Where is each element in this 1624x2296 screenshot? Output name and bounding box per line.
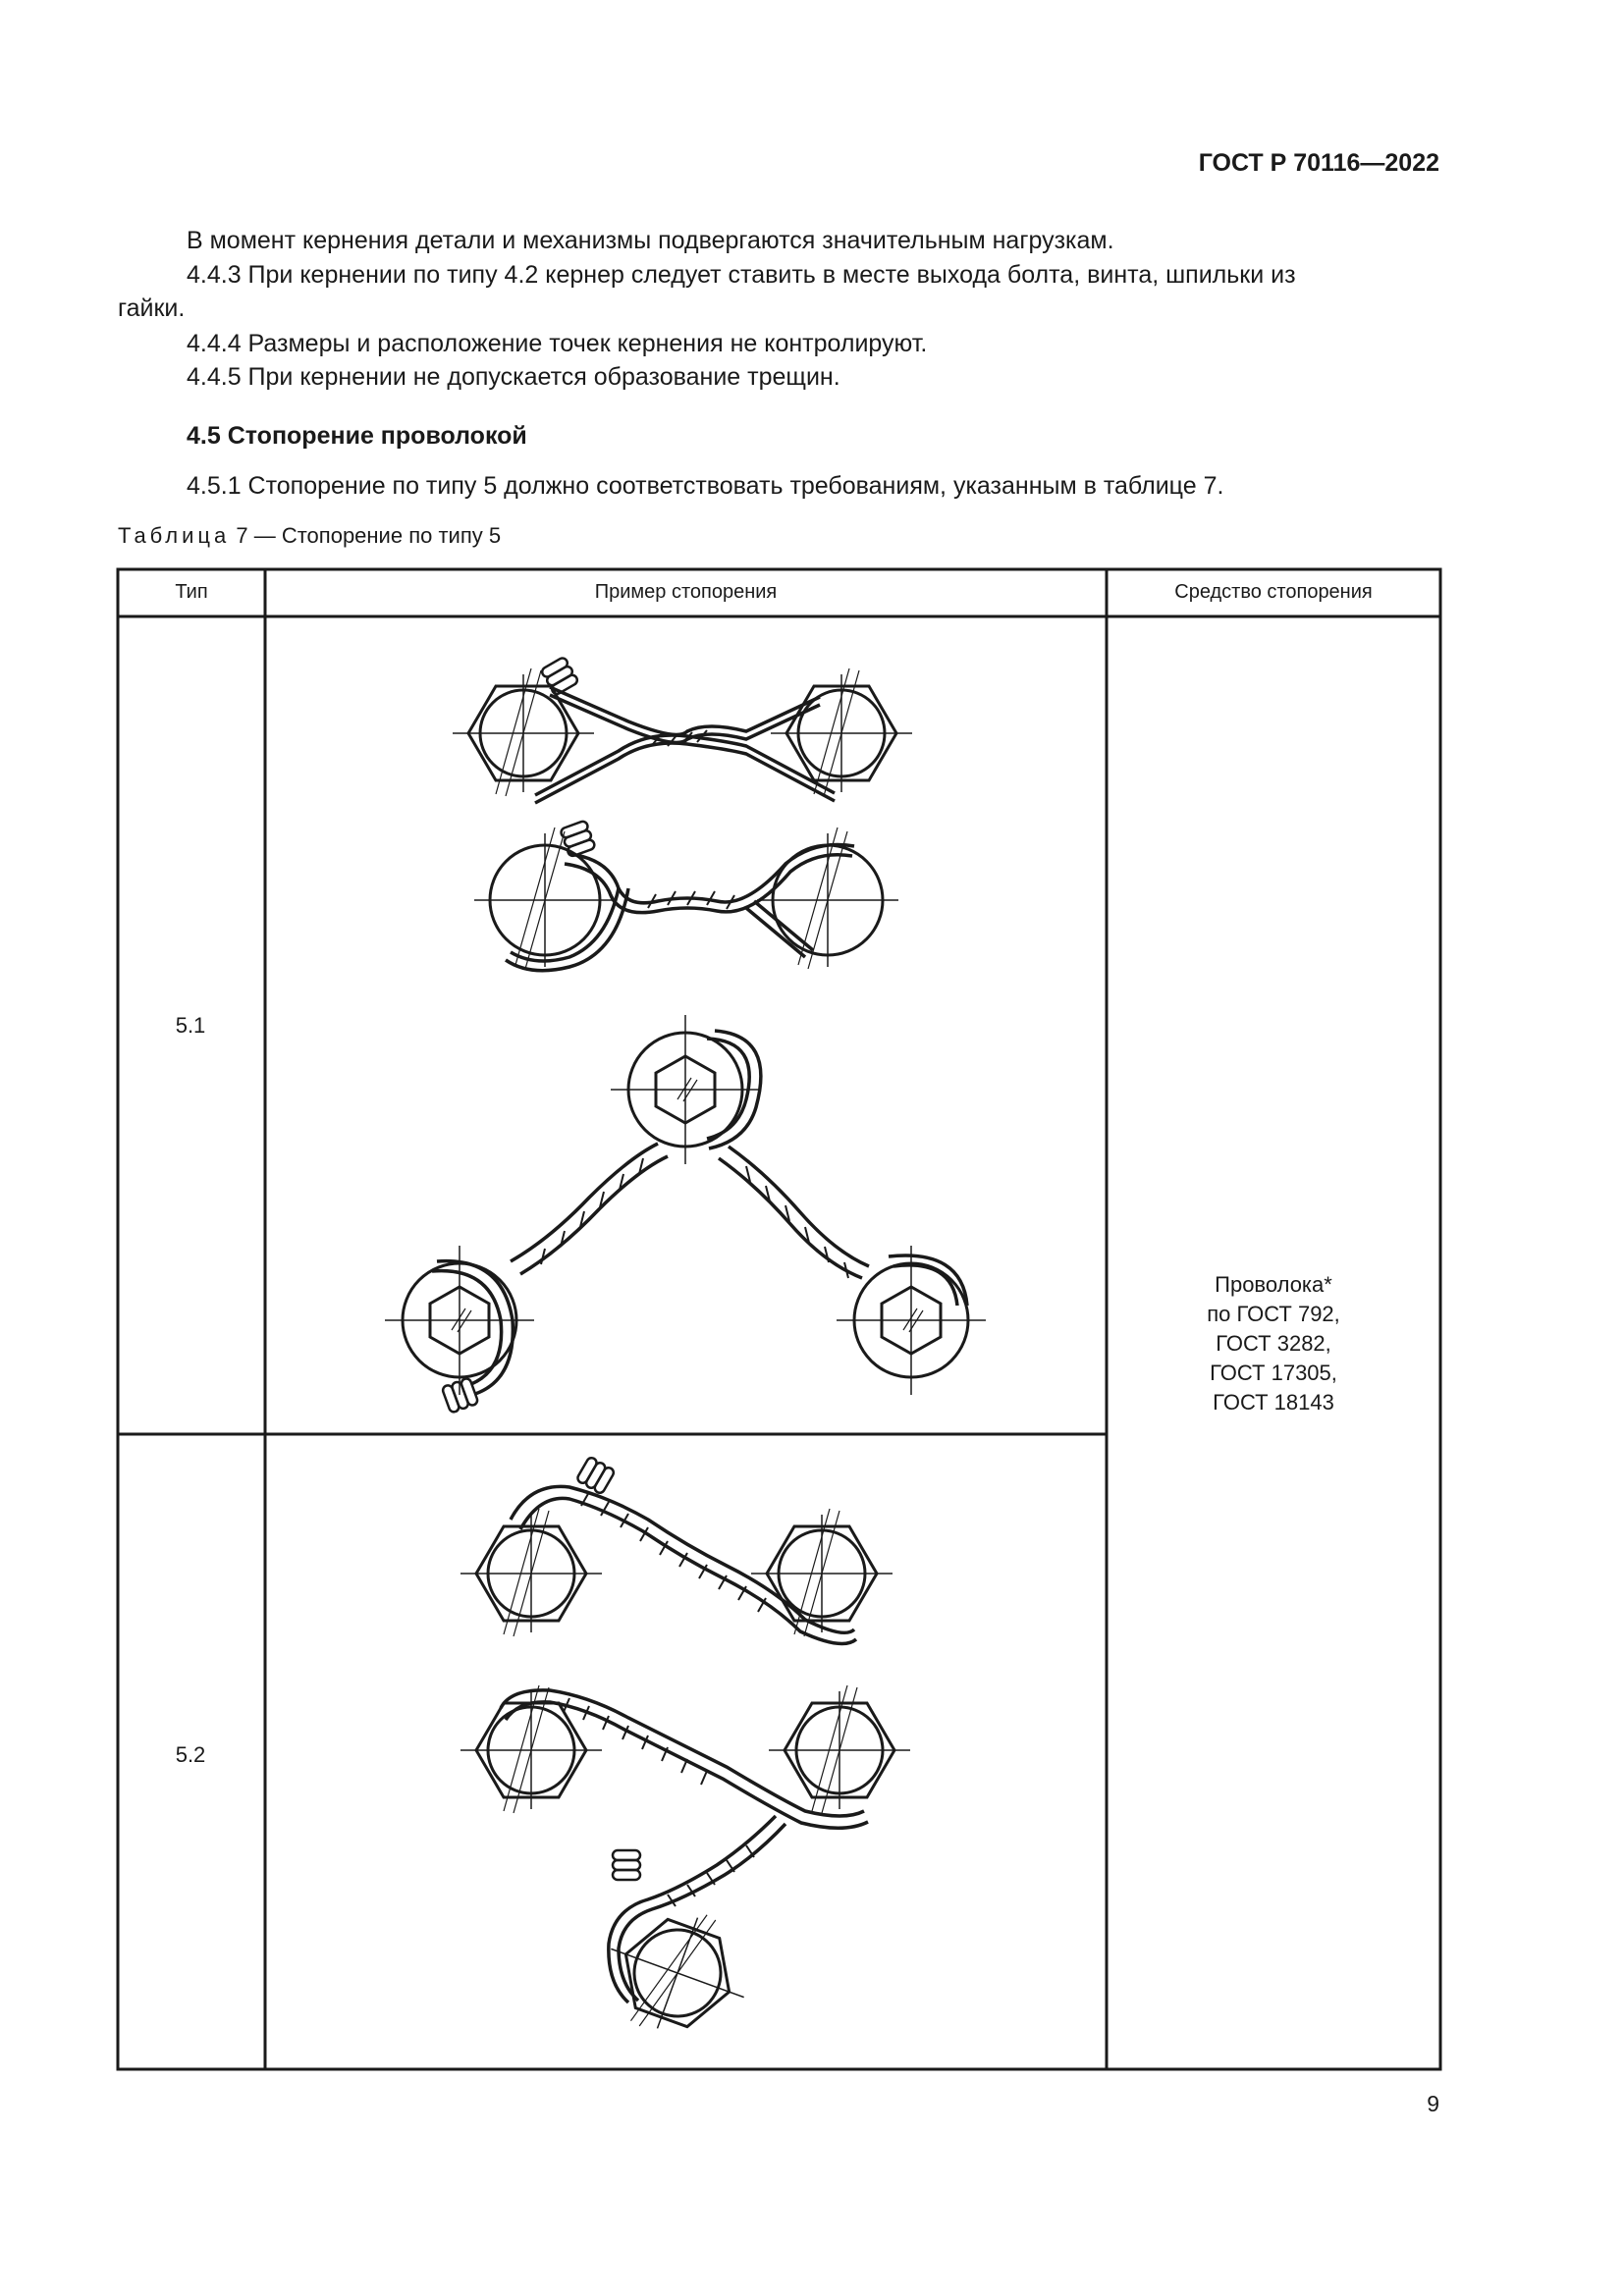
bolt-nut-3c	[837, 1246, 986, 1395]
means-line: ГОСТ 18143	[1213, 1390, 1334, 1415]
bolt-hex-5b	[769, 1685, 910, 1813]
table-cell-type: 5.2	[175, 1742, 206, 1767]
drawing-5-2	[460, 1456, 910, 2056]
means-line: ГОСТ 17305,	[1210, 1361, 1337, 1385]
paragraph: 4.4.4 Размеры и расположение точек кернения не контролируют.	[187, 330, 928, 357]
paragraph: В момент кернения детали и механизмы подвергаются значительным нагрузкам.	[187, 227, 1114, 254]
bolt-hex-4a	[460, 1509, 602, 1636]
section-title: 4.5 Стопорение проволокой	[187, 422, 527, 450]
paragraph: 4.4.3 При кернении по типу 4.2 кернер следует ставить в месте выхода болта, винта, шпильки из	[187, 261, 1296, 289]
paragraph: 4.4.5 При кернении не допускается образование трещин.	[187, 363, 840, 391]
bolt-hex-5c	[589, 1888, 766, 2056]
table-cell-means	[1107, 1270, 1440, 1417]
table-cell-type: 5.1	[175, 1013, 206, 1038]
drawing-5-1	[385, 657, 986, 1414]
paragraph-continuation: гайки.	[118, 294, 186, 322]
table-caption-label: Таблица	[118, 523, 231, 548]
bolt-hex-4b	[751, 1509, 893, 1636]
bolt-round-2a	[474, 828, 616, 969]
means-line: по ГОСТ 792,	[1207, 1302, 1340, 1326]
table-caption-text: 7 — Стопорение по типу 5	[230, 523, 502, 548]
means-line: Проволока*	[1215, 1272, 1332, 1297]
page-number: 9	[1427, 2091, 1439, 2116]
paragraph: 4.5.1 Стопорение по типу 5 должно соответствовать требованиям, указанным в таблице 7.	[187, 472, 1224, 500]
document-header: ГОСТ Р 70116—2022	[1198, 149, 1439, 177]
table-header-type: Тип	[175, 581, 208, 603]
table-header-example: Пример стопорения	[594, 581, 778, 603]
bolt-round-2b	[757, 828, 898, 969]
means-line: ГОСТ 3282,	[1216, 1331, 1331, 1356]
table-header-means: Средство стопорения	[1174, 581, 1373, 603]
